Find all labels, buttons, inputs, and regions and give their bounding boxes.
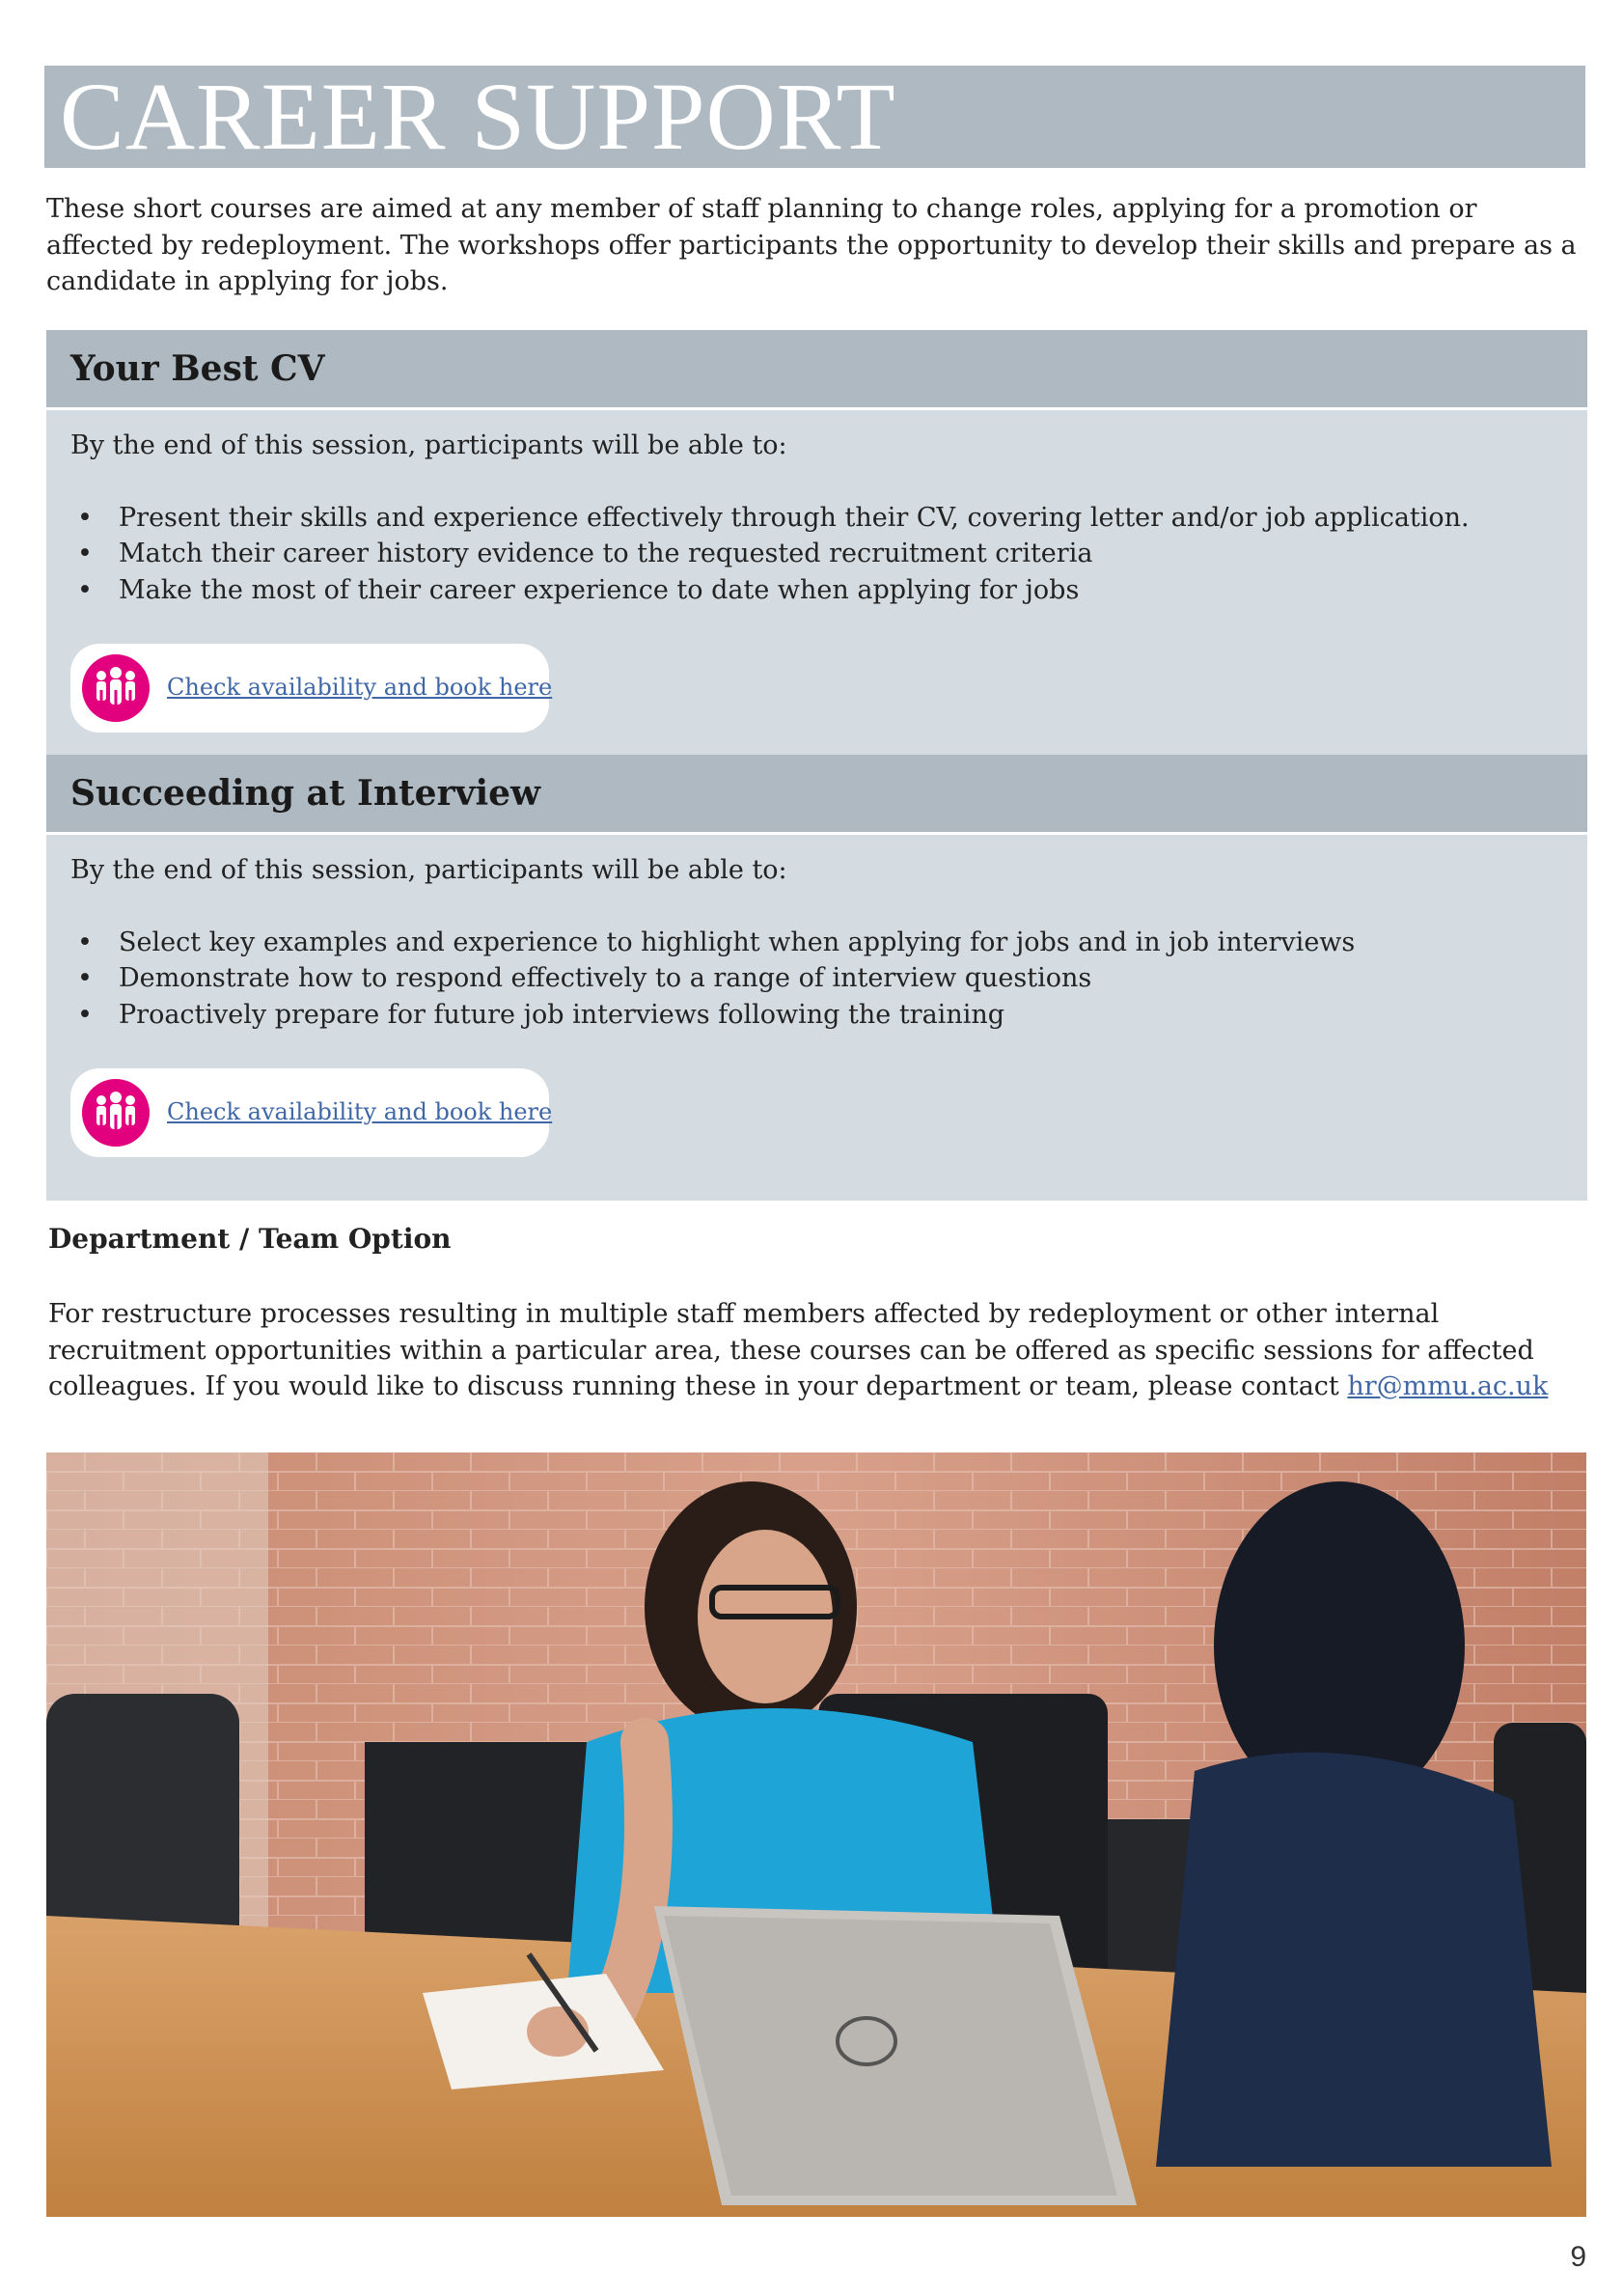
email-link[interactable]: hr@mmu.ac.uk (1347, 1371, 1549, 1401)
list-item: • Present their skills and experience effectively through their CV, covering letter and/or job application. (70, 500, 1563, 537)
list-item: • Match their career history evidence to the requested recruitment criteria (70, 536, 1563, 572)
group-people-icon (82, 1079, 150, 1147)
course-succeeding-at-interview (46, 755, 1587, 1201)
department-text (48, 1296, 1592, 1405)
outcomes-list (70, 925, 1563, 1034)
course-title: Succeeding at Interview (46, 755, 1587, 832)
course-body (46, 410, 1587, 756)
book-button[interactable] (70, 644, 553, 733)
office-meeting-photo (46, 1452, 1586, 2217)
course-title: Your Best CV (46, 330, 1587, 407)
course-your-best-cv (46, 330, 1587, 756)
outcomes-list (70, 500, 1563, 609)
course-intro: By the end of this session, participants will be able to: (70, 855, 787, 885)
list-item: • Demonstrate how to respond effectively to a range of interview questions (70, 960, 1563, 997)
intro-paragraph: These short courses are aimed at any member of staff planning to change roles, applying for a promotion or affected by redeployment. The workshops offer participants the opportunity to develop their skills and prepare as a candidate in applying for jobs. (46, 194, 1577, 296)
book-link[interactable]: Check availability and book here (167, 1098, 553, 1126)
list-item: • Proactively prepare for future job interviews following the training (70, 997, 1563, 1034)
book-link[interactable]: Check availability and book here (167, 674, 553, 702)
page-number: 9 (1570, 2241, 1586, 2273)
book-button[interactable] (70, 1068, 553, 1157)
course-intro: By the end of this session, participants will be able to: (70, 430, 787, 460)
department-body: For restructure processes resulting in multiple staff members affected by redeployment or other internal recruitment opportunities within a particular area, these courses can be offered as specific sessions for affected colleagues. If you would like to discuss running these in your department or team, please contact (48, 1299, 1534, 1401)
department-heading: Department / Team Option (48, 1223, 452, 1255)
group-people-icon (82, 654, 150, 722)
list-item: • Select key examples and experience to highlight when applying for jobs and in job interviews (70, 925, 1563, 961)
page-title-bar (44, 63, 1585, 170)
list-item: • Make the most of their career experience to date when applying for jobs (70, 572, 1563, 609)
page-title: CAREER SUPPORT (60, 63, 896, 170)
course-body (46, 835, 1587, 1201)
